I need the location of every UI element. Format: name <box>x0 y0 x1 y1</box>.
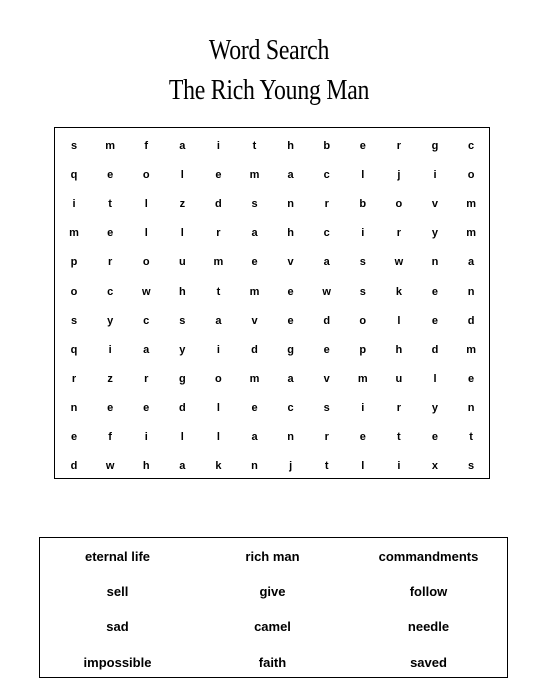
title-subtitle: The Rich Young Man <box>168 74 370 106</box>
grid-letter: s <box>359 285 366 298</box>
grid-letter: e <box>431 430 439 443</box>
grid-letter: w <box>394 256 404 269</box>
grid-letter: z <box>107 372 113 385</box>
word-list <box>40 539 507 680</box>
grid-letter: r <box>324 430 329 443</box>
grid-letter: f <box>108 430 112 443</box>
grid-letter: v <box>251 314 258 327</box>
grid-letter: e <box>287 314 294 327</box>
grid-letter: a <box>179 460 186 473</box>
grid-letter: t <box>469 430 473 443</box>
grid-letter: l <box>433 372 437 385</box>
grid-letter: l <box>361 460 365 473</box>
grid-letter: d <box>431 343 439 356</box>
grid-letter: g <box>178 372 186 385</box>
grid-letter: c <box>468 140 475 153</box>
grid-letter: m <box>249 169 260 182</box>
grid-letter: e <box>107 169 114 182</box>
grid-letter: o <box>142 256 150 269</box>
grid-letter: i <box>216 140 220 153</box>
word-list-item: sell <box>106 584 129 600</box>
grid-letter: s <box>251 198 258 211</box>
grid-letter: r <box>324 198 329 211</box>
word-list-item: saved <box>410 654 447 670</box>
grid-letter: e <box>107 401 114 414</box>
word-list-item: eternal life <box>84 549 151 565</box>
grid-letter: x <box>431 460 439 473</box>
letter-grid-frame <box>54 127 490 479</box>
grid-letter: h <box>287 227 294 240</box>
grid-letter: i <box>144 430 148 443</box>
grid-letter: h <box>395 343 403 356</box>
grid-letter: b <box>323 140 331 153</box>
grid-letter: d <box>323 314 331 327</box>
word-list-box <box>39 537 508 678</box>
grid-letter: n <box>251 460 258 473</box>
word-list-item: impossible <box>83 654 152 670</box>
grid-letter: m <box>69 227 79 240</box>
grid-letter: e <box>287 285 294 298</box>
grid-letter: j <box>397 169 401 182</box>
grid-letter: r <box>396 401 402 414</box>
word-list-item: camel <box>254 619 291 635</box>
grid-letter: w <box>105 460 115 473</box>
grid-letter: i <box>108 343 112 356</box>
word-list-item: sad <box>106 619 129 635</box>
grid-letter: n <box>431 256 439 269</box>
grid-letter: h <box>178 285 186 298</box>
grid-letter: s <box>323 401 330 414</box>
grid-letter: c <box>107 285 114 298</box>
grid-letter: c <box>143 314 150 327</box>
grid-letter: k <box>395 285 402 298</box>
grid-letter: s <box>359 256 366 269</box>
grid-letter: d <box>251 343 258 356</box>
grid-letter: e <box>251 256 258 269</box>
word-list-item: commandments <box>378 549 479 565</box>
grid-letter: i <box>216 343 220 356</box>
grid-letter: n <box>287 430 294 443</box>
grid-letter: a <box>323 256 330 269</box>
grid-letter: y <box>107 314 114 327</box>
grid-letter: o <box>70 285 78 298</box>
grid-letter: t <box>397 430 401 443</box>
grid-letter: s <box>70 314 78 327</box>
grid-letter: e <box>143 401 150 414</box>
grid-letter: n <box>70 401 78 414</box>
grid-letter: v <box>431 198 439 211</box>
grid-letter: u <box>178 256 186 269</box>
grid-letter: e <box>359 140 366 153</box>
grid-letter: o <box>359 314 367 327</box>
grid-letter: m <box>105 140 116 153</box>
grid-letter: o <box>467 169 475 182</box>
grid-letter: v <box>287 256 294 269</box>
grid-letter: r <box>396 227 402 240</box>
grid-letter: a <box>143 343 150 356</box>
grid-letter: o <box>395 198 403 211</box>
grid-letter: t <box>216 285 221 298</box>
grid-letter: e <box>431 285 439 298</box>
grid-letter: m <box>466 227 476 240</box>
grid-letter: m <box>466 198 476 211</box>
grid-letter: e <box>359 430 366 443</box>
grid-letter: i <box>397 460 401 473</box>
grid-letter: a <box>215 314 222 327</box>
grid-letter: r <box>216 227 221 240</box>
grid-letter: m <box>213 256 224 269</box>
grid-letter: n <box>467 401 475 414</box>
grid-letter: d <box>215 198 222 211</box>
grid-letter: e <box>431 314 439 327</box>
grid-letter: v <box>323 372 330 385</box>
grid-letter: l <box>180 169 184 182</box>
grid-letter: l <box>216 430 220 443</box>
grid-letter: o <box>215 372 222 385</box>
grid-letter: h <box>287 140 294 153</box>
grid-letter: m <box>249 285 260 298</box>
grid-letter: q <box>70 169 78 182</box>
grid-letter: t <box>324 460 329 473</box>
grid-letter: s <box>70 140 78 153</box>
grid-letter: l <box>144 198 148 211</box>
grid-letter: i <box>433 169 437 182</box>
grid-letter: y <box>431 401 439 414</box>
grid-letter: a <box>251 430 258 443</box>
word-list-item: follow <box>409 584 448 600</box>
grid-letter: a <box>179 140 186 153</box>
word-list-item: give <box>259 584 286 600</box>
grid-letter: l <box>361 169 365 182</box>
grid-letter: a <box>287 372 294 385</box>
grid-letter: a <box>251 227 258 240</box>
grid-letter: l <box>180 430 184 443</box>
grid-letter: u <box>395 372 403 385</box>
grid-letter: f <box>144 140 149 153</box>
grid-letter: y <box>431 227 439 240</box>
grid-letter: d <box>70 460 78 473</box>
grid-letter: r <box>396 140 402 153</box>
grid-letter: n <box>287 198 294 211</box>
grid-letter: m <box>249 372 260 385</box>
grid-letter: h <box>142 460 150 473</box>
grid-letter: i <box>361 227 365 240</box>
grid-letter: z <box>179 198 186 211</box>
grid-letter: l <box>216 401 220 414</box>
grid-letter: s <box>179 314 186 327</box>
word-list-item: needle <box>407 619 450 635</box>
grid-letter: c <box>323 169 330 182</box>
grid-letter: g <box>431 140 439 153</box>
grid-letter: e <box>215 169 222 182</box>
grid-letter: b <box>359 198 367 211</box>
grid-letter: o <box>142 169 150 182</box>
grid-letter: a <box>468 256 475 269</box>
letter-grid <box>56 132 489 481</box>
grid-letter: e <box>251 401 258 414</box>
grid-letter: t <box>252 140 257 153</box>
grid-letter: w <box>141 285 151 298</box>
grid-letter: k <box>215 460 222 473</box>
grid-letter: r <box>144 372 149 385</box>
grid-letter: d <box>467 314 475 327</box>
grid-letter: m <box>466 343 476 356</box>
grid-letter: w <box>322 285 331 298</box>
word-list-item: faith <box>258 654 287 670</box>
grid-letter: i <box>361 401 365 414</box>
grid-letter: j <box>289 460 293 473</box>
grid-letter: s <box>468 460 475 473</box>
grid-letter: n <box>467 285 475 298</box>
grid-letter: q <box>70 343 78 356</box>
grid-letter: d <box>178 401 186 414</box>
grid-letter: m <box>357 372 368 385</box>
grid-letter: r <box>71 372 77 385</box>
grid-letter: a <box>287 169 294 182</box>
grid-letter: e <box>107 227 114 240</box>
grid-letter: l <box>180 227 184 240</box>
grid-letter: t <box>108 198 112 211</box>
grid-letter: e <box>323 343 330 356</box>
word-list-item: rich man <box>245 549 300 565</box>
grid-letter: c <box>323 227 330 240</box>
grid-letter: g <box>287 343 294 356</box>
grid-letter: i <box>72 198 76 211</box>
grid-letter: y <box>179 343 186 356</box>
title-word-search: Word Search <box>208 34 330 66</box>
grid-letter: e <box>70 430 78 443</box>
grid-letter: e <box>468 372 475 385</box>
grid-letter: l <box>144 227 148 240</box>
grid-letter: p <box>359 343 367 356</box>
grid-letter: r <box>108 256 113 269</box>
grid-letter: p <box>70 256 78 269</box>
grid-letter: l <box>397 314 401 327</box>
grid-letter: c <box>287 401 294 414</box>
